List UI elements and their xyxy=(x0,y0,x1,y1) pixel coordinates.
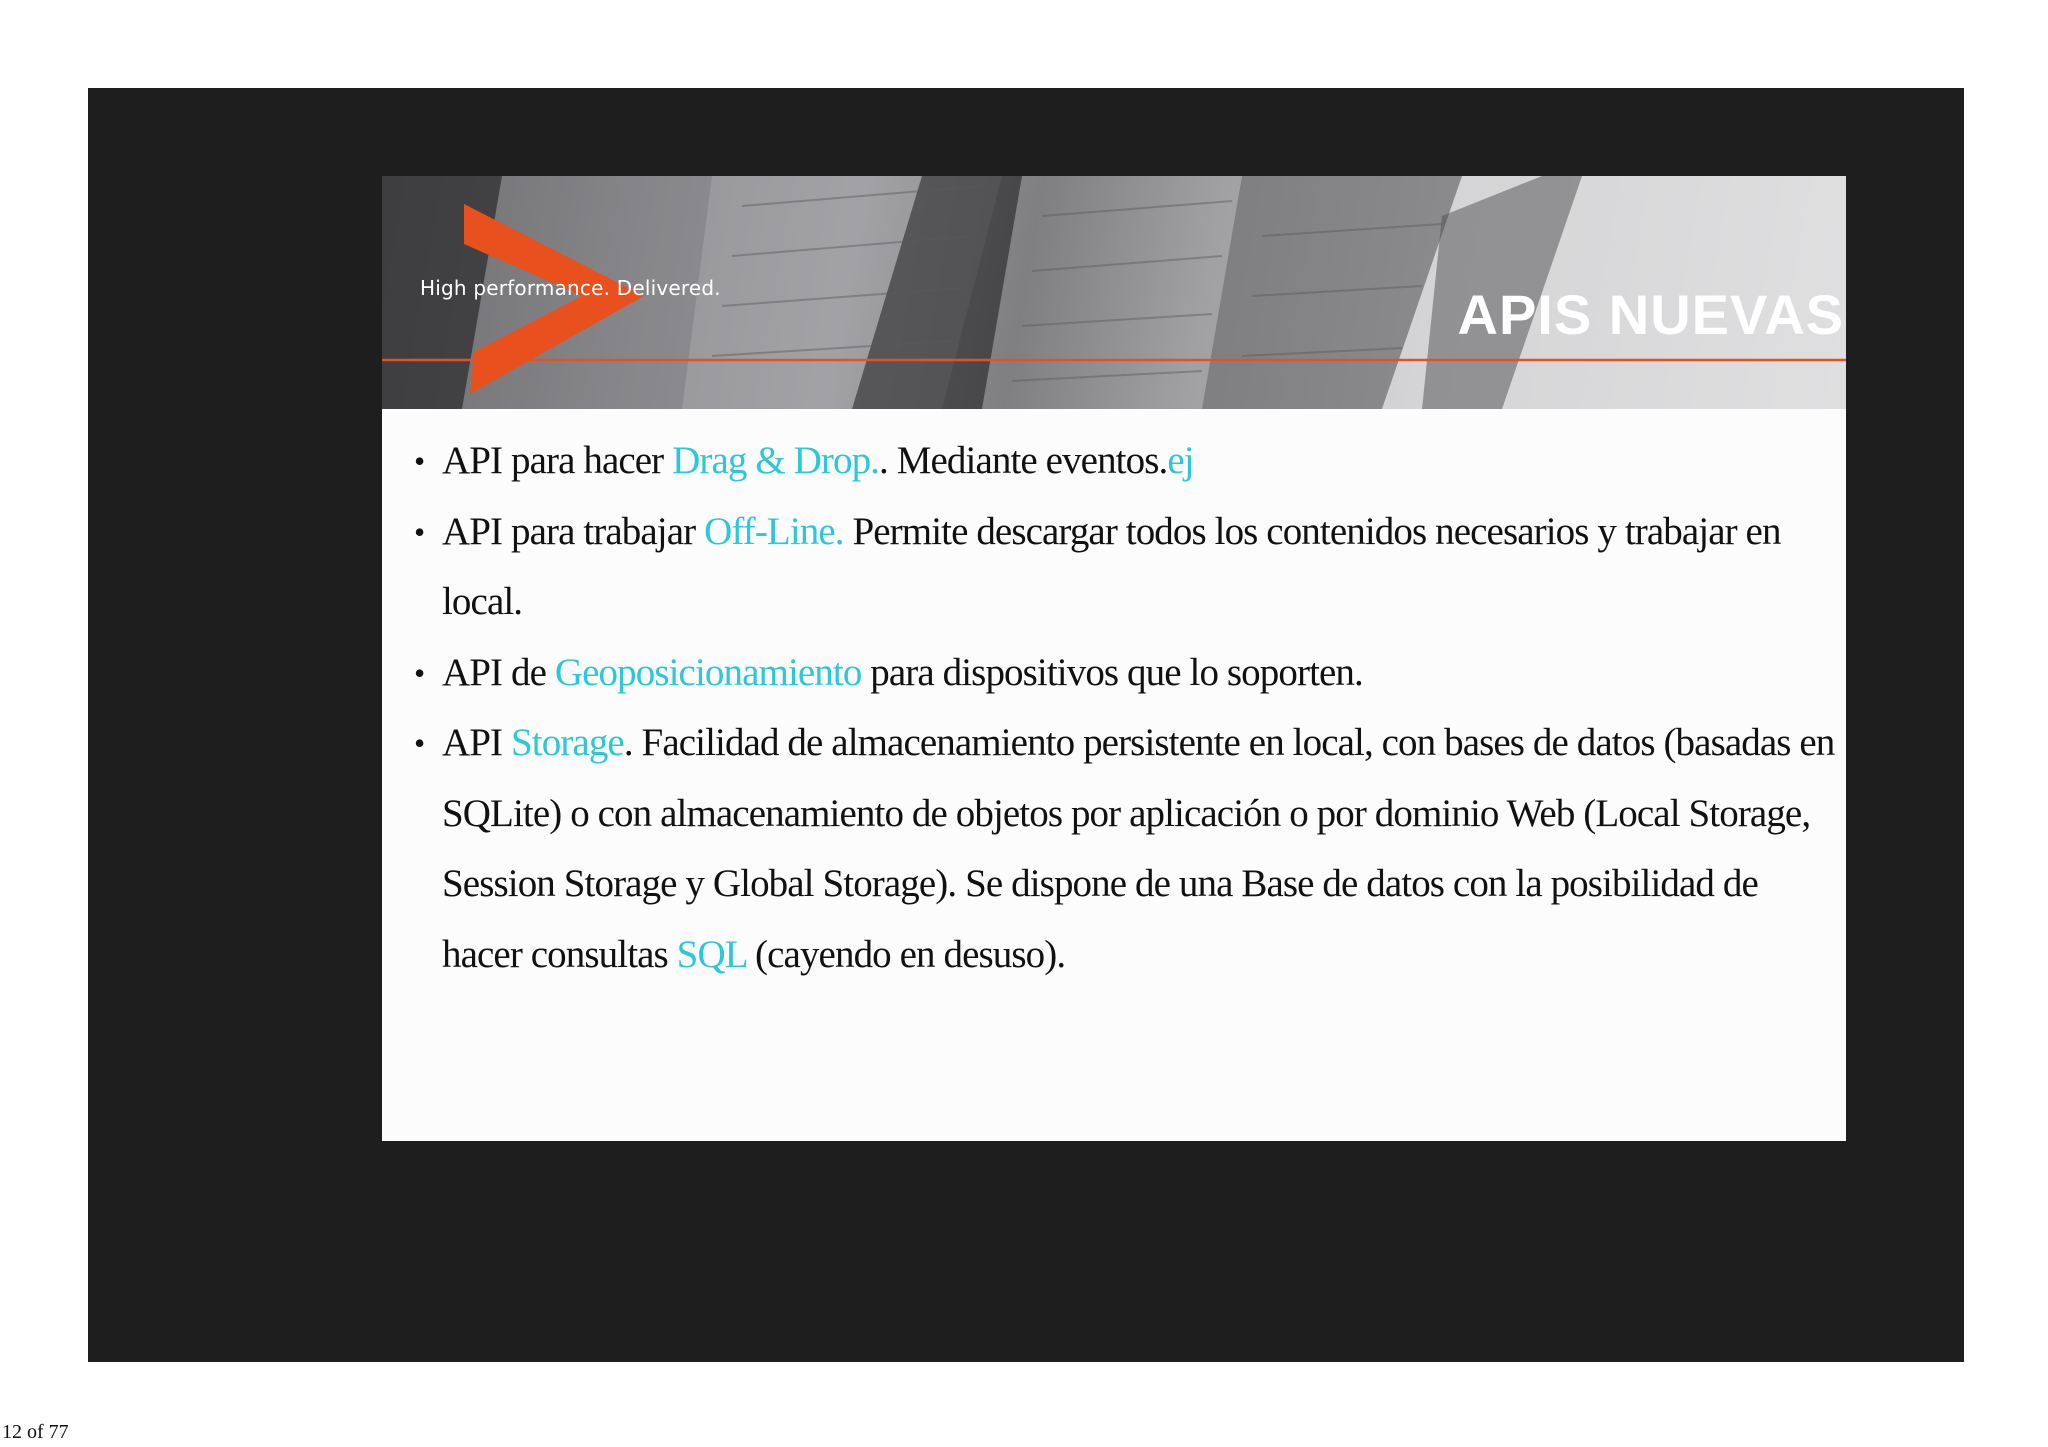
bullet-item: • API para trabajar Off-Line. Permite descargar todos los contenidos necesarios y trabajar en local. xyxy=(416,497,1846,638)
bullet-list xyxy=(416,426,1846,990)
link-drag-drop[interactable]: Drag & Drop. xyxy=(672,439,880,482)
slide-banner xyxy=(382,176,1846,409)
banner-tagline: High performance. Delivered. xyxy=(420,276,721,300)
link-ej[interactable]: ej xyxy=(1167,439,1194,482)
bullet-item: • API para hacer Drag & Drop.. Mediante eventos.ej xyxy=(416,426,1846,497)
bullet-item: • API de Geoposicionamiento para dispositivos que lo soporten. xyxy=(416,638,1846,709)
bullet-dot-icon: • xyxy=(414,725,425,761)
document-viewer-background xyxy=(88,88,1964,1362)
slide-title: APIS NUEVAS xyxy=(1457,283,1844,346)
link-off-line[interactable]: Off-Line. xyxy=(704,509,844,553)
bullet-dot-icon: • xyxy=(414,654,425,691)
link-geoposicionamiento[interactable]: Geoposicionamiento xyxy=(554,650,862,694)
bullet-dot-icon: • xyxy=(414,443,425,479)
bullet-item: • API Storage. Facilidad de almacenamiento persistente en local, con bases de datos (basadas en SQLite) o con almacenamiento de objetos por aplicación o por dominio Web (Local Storage, Session Storage y Global Storage). Se dispone de una Base de datos con la posibilidad de hacer consultas SQL (cayendo en desuso). xyxy=(416,708,1846,990)
link-storage[interactable]: Storage xyxy=(511,721,624,764)
slide xyxy=(382,176,1846,1141)
bullet-dot-icon: • xyxy=(414,513,425,550)
link-sql[interactable]: SQL xyxy=(676,932,747,976)
page-counter: 12 of 77 xyxy=(2,1421,69,1443)
